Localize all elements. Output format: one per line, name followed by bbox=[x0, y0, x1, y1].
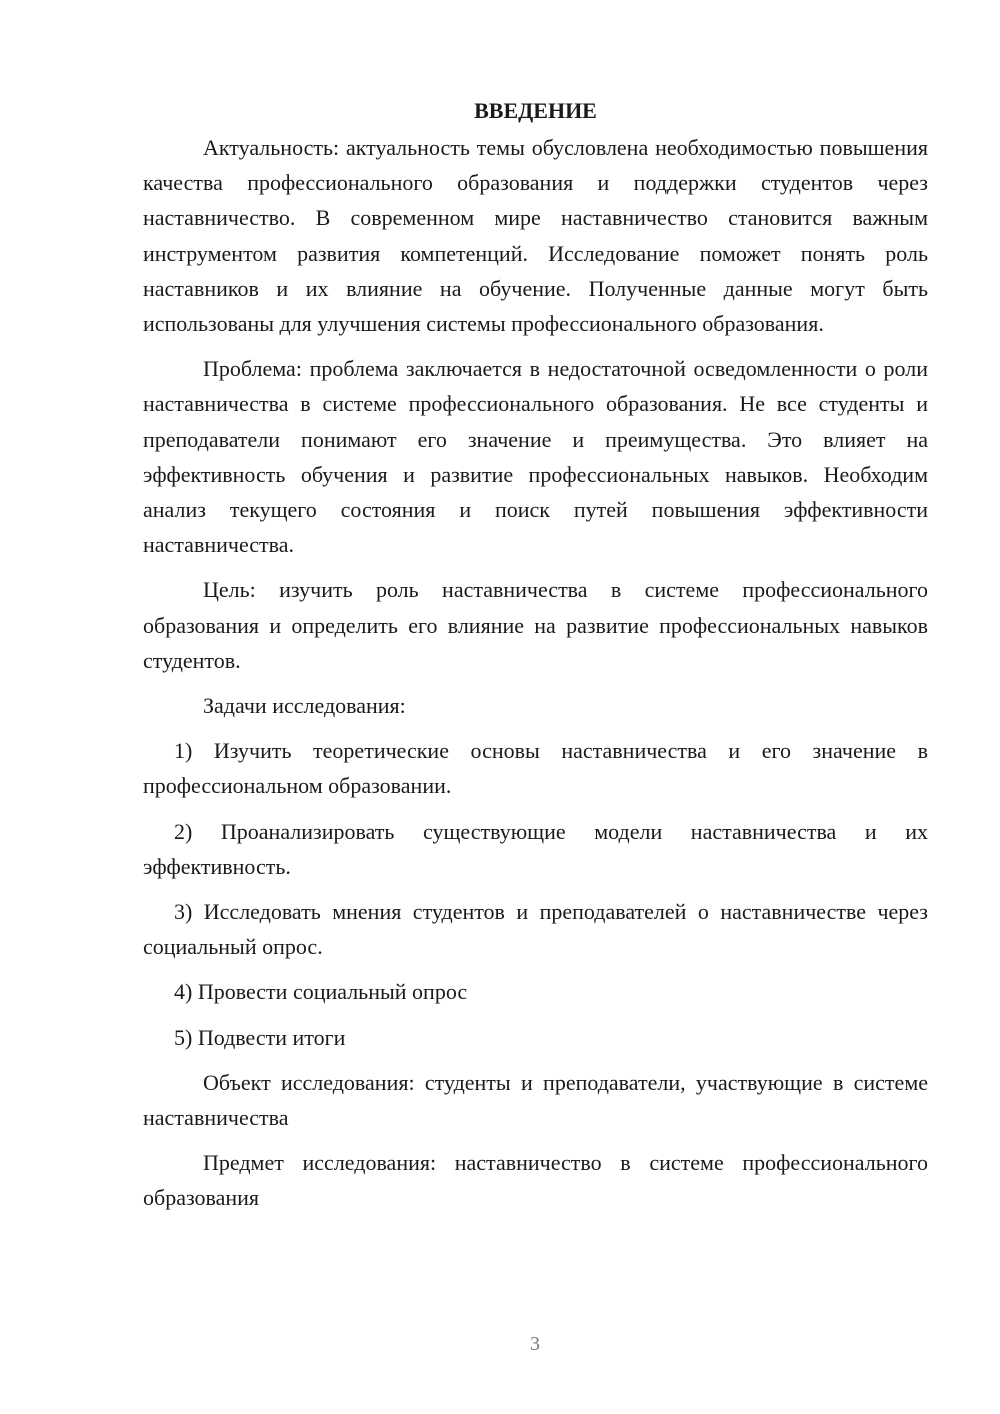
goal-paragraph: Цель: изучить роль наставничества в системе профессионального образования и определить его влияние на развитие профессиональных навыков студентов. bbox=[143, 577, 928, 673]
task-item-1: 1) Изучить теоретические основы наставничества и его значение в профессиональном образовании. bbox=[143, 738, 928, 799]
object-paragraph: Объект исследования: студенты и преподаватели, участвующие в системе наставничества bbox=[143, 1069, 928, 1131]
relevance-paragraph: Актуальность: актуальность темы обусловлена необходимостью повышения качества профессионального образования и поддержки студентов через наставничество. В современном мире наставничество становится важным инструментом развития компетенций. Исследование поможет понять роль наставников и их влияние на обучение. Полученные данные могут быть использованы для улучшения системы профессионального образования. bbox=[143, 135, 928, 337]
task-item-2: 2) Проанализировать существующие модели наставничества и их эффективность. bbox=[143, 818, 928, 879]
page-number: 3 bbox=[530, 1333, 540, 1355]
task-item-3: 3) Исследовать мнения студентов и преподавателей о наставничестве через социальный опрос. bbox=[143, 899, 928, 960]
page-title: ВВЕДЕНИЕ bbox=[474, 98, 597, 123]
task-item-5: 5) Подвести итоги bbox=[174, 1024, 346, 1050]
subject-paragraph: Предмет исследования: наставничество в системе профессионального образования bbox=[143, 1150, 928, 1211]
problem-paragraph: Проблема: проблема заключается в недостаточной осведомленности о роли наставничества в системе профессионального образования. Не все студенты и преподаватели понимают его значение и преимущества. Это влияет на эффективность обучения и развитие профессиональных навыков. Необходим анализ текущего состояния и поиск путей повышения эффективности наставничества. bbox=[143, 356, 928, 558]
task-item-4: 4) Провести социальный опрос bbox=[174, 979, 468, 1005]
tasks-label: Задачи исследования: bbox=[203, 693, 406, 719]
document-page bbox=[143, 96, 928, 1216]
